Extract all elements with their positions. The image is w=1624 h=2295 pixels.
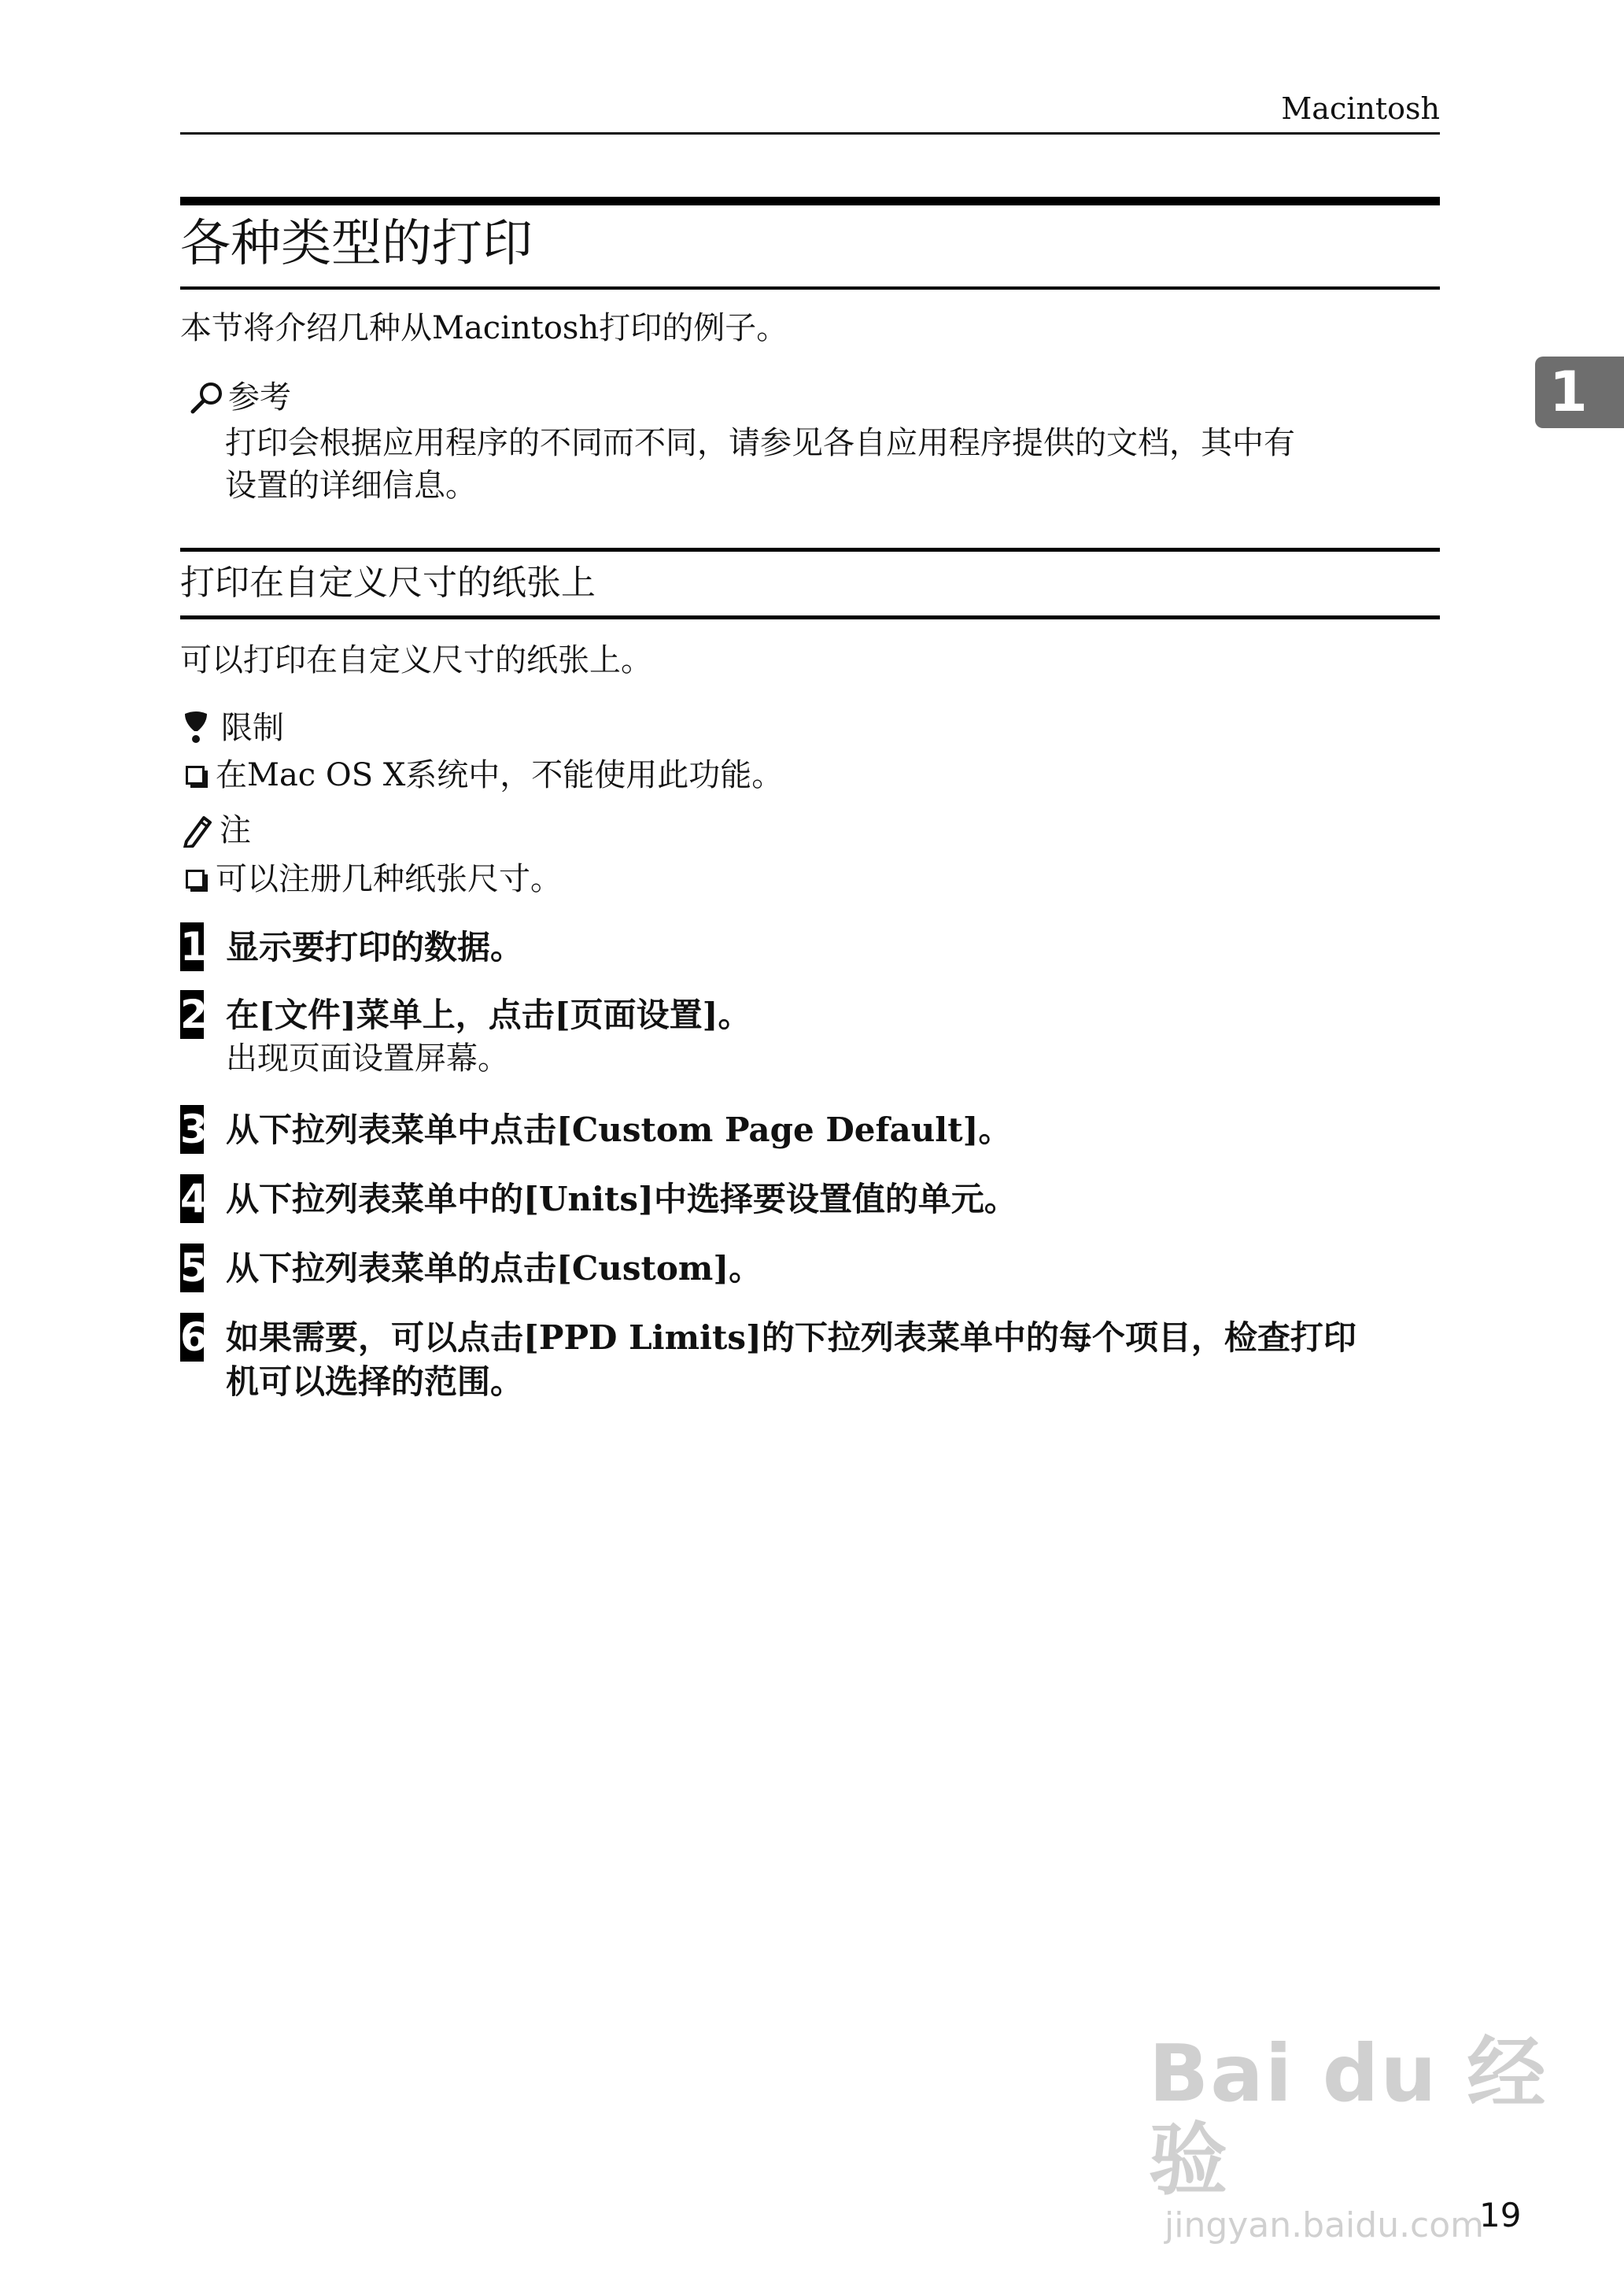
note-item xyxy=(186,858,562,900)
header-rule xyxy=(180,132,1440,135)
step-2 xyxy=(180,990,1453,1080)
step-number: 3 xyxy=(180,1107,208,1152)
limitation-heading xyxy=(180,707,284,749)
watermark-url: jingyan.baidu.com xyxy=(1164,2205,1485,2245)
limitation-item-text: 在Mac OS X系统中，不能使用此功能。 xyxy=(216,757,784,793)
subsection-top-rule xyxy=(180,548,1440,552)
step-number: 4 xyxy=(180,1176,208,1221)
pencil-icon xyxy=(180,813,215,848)
step-text-line-2: 机可以选择的范围。 xyxy=(226,1362,524,1401)
note-label: 注 xyxy=(220,812,251,848)
step-number: 1 xyxy=(180,924,208,970)
limitation-icon xyxy=(180,711,212,745)
note-item-text: 可以注册几种纸张尺寸。 xyxy=(216,861,562,897)
step-text: 显示要打印的数据。 xyxy=(226,928,524,966)
section-title-rule xyxy=(180,286,1440,290)
chapter-tab: 1 xyxy=(1535,357,1624,428)
reference-text-line-2: 设置的详细信息。 xyxy=(225,468,477,504)
page-number: 19 xyxy=(1479,2196,1522,2234)
step-text: 从下拉列表菜单中点击[Custom Page Default]。 xyxy=(226,1111,1012,1149)
step-number: 6 xyxy=(180,1314,208,1360)
subsection-title: 打印在自定义尺寸的纸张上 xyxy=(180,563,596,603)
subsection-intro: 可以打印在自定义尺寸的纸张上。 xyxy=(180,642,652,678)
step-4 xyxy=(180,1174,1453,1223)
step-6 xyxy=(180,1313,1453,1404)
checkbox-bullet-icon xyxy=(186,766,205,785)
step-text: 从下拉列表菜单中的[Units]中选择要设置值的单元。 xyxy=(226,1180,1017,1218)
step-text: 从下拉列表菜单的点击[Custom]。 xyxy=(226,1249,762,1288)
reference-label: 参考 xyxy=(228,379,291,416)
reference-text-line-1: 打印会根据应用程序的不同而不同，请参见各自应用程序提供的文档，其中有 xyxy=(225,425,1295,461)
subsection-bottom-rule xyxy=(180,615,1440,619)
magnifier-icon xyxy=(189,379,225,416)
limitation-label: 限制 xyxy=(221,710,284,746)
section-top-rule xyxy=(180,197,1440,205)
step-result-text: 出现页面设置屏幕。 xyxy=(226,1040,509,1077)
reference-heading xyxy=(189,376,291,419)
reference-text xyxy=(225,422,1445,507)
step-5 xyxy=(180,1244,1453,1292)
watermark-logo-text: Bai du 经验 xyxy=(1149,2027,1548,2206)
step-3 xyxy=(180,1105,1453,1154)
step-text: 在[文件]菜单上，点击[页面设置]。 xyxy=(226,996,751,1034)
step-number: 5 xyxy=(180,1245,208,1291)
watermark xyxy=(1149,2027,1624,2248)
note-heading xyxy=(180,809,251,852)
step-number: 2 xyxy=(180,992,208,1037)
limitation-item xyxy=(186,754,783,796)
section-title: 各种类型的打印 xyxy=(180,215,533,273)
running-header: Macintosh xyxy=(1281,91,1440,126)
step-1 xyxy=(180,922,1453,971)
checkbox-bullet-icon xyxy=(186,870,205,889)
step-text-line-1: 如果需要，可以点击[PPD Limits]的下拉列表菜单中的每个项目，检查打印 xyxy=(226,1318,1356,1357)
section-intro: 本节将介绍几种从Macintosh打印的例子。 xyxy=(180,310,788,346)
